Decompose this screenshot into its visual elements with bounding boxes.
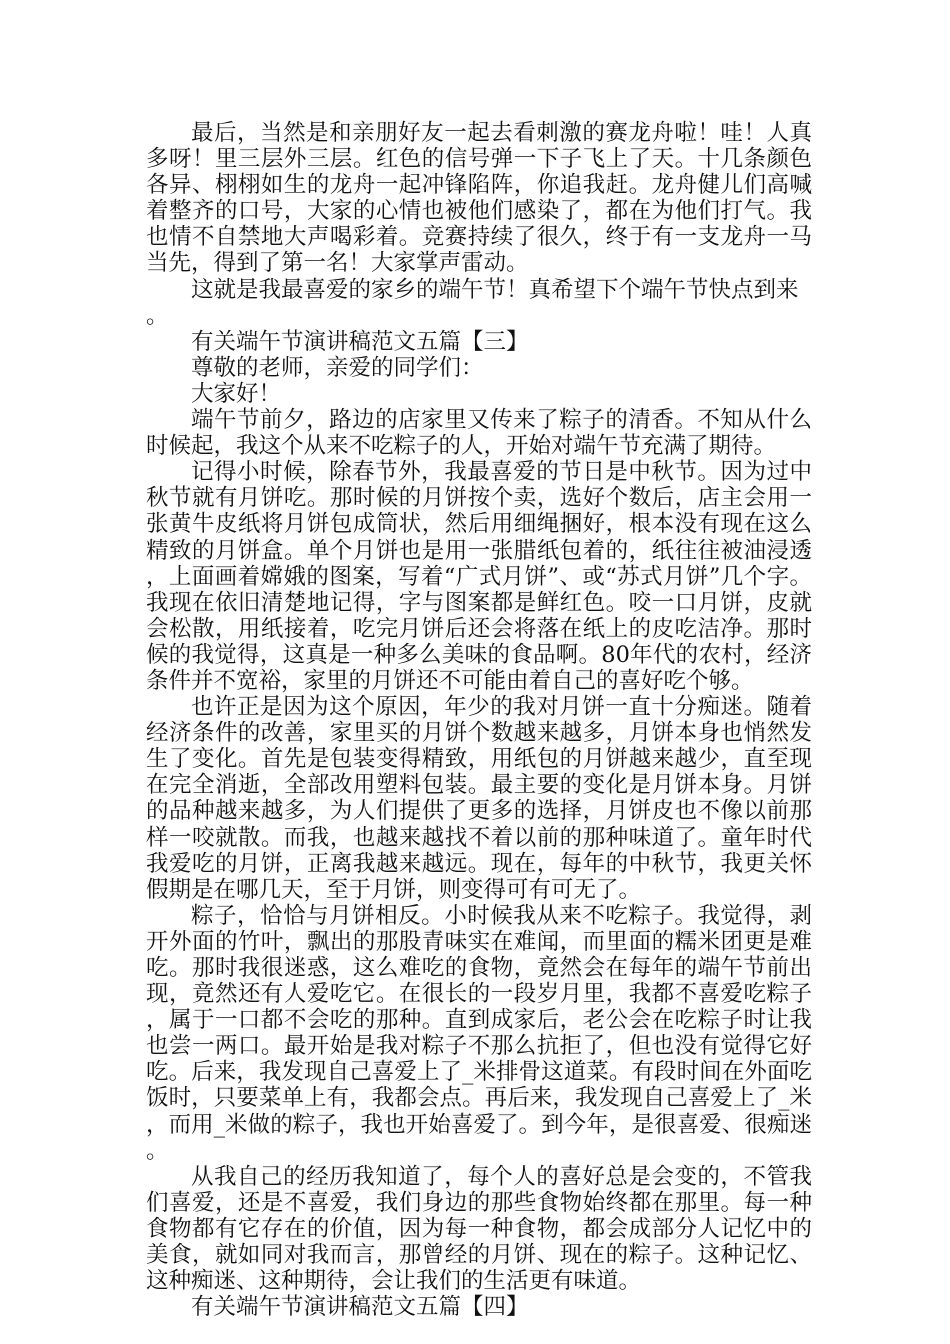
paragraph-mooncake-memory: 记得小时候，除春节外，我最喜爱的节日是中秋节。因为过中秋节就有月饼吃。那时候的月饼按个卖，选好个数后，店主会用一张黄牛皮纸将月饼包成筒状，然后用细绳捆好，根本没有现在这么精致的月饼盒。单个月饼也是用一张腊纸包着的，纸往往被油浸透，上面画着嫦娥的图案，写着“广式月饼”、或“苏式月饼”几个字。我现在依旧清楚地记得，字与图案都是鲜红色。咬一口月饼，皮就会松散，用纸接着，吃完月饼后还会将落在纸上的皮吃洁净。那时候的我觉得，这真是一种多么美味的食品啊。80年代的农村，经济条件并不宽裕，家里的月饼还不可能由着自己的喜好吃个够。 <box>146 459 812 694</box>
paragraph-mooncake-change: 也许正是因为这个原因，年少的我对月饼一直十分痴迷。随着经济条件的改善，家里买的月饼个数越来越多，月饼本身也悄然发生了变化。首先是包装变得精致，用纸包的月饼越来越少，直至现在完全消逝，全部改用塑料包装。最主要的变化是月饼本身。月饼的品种越来越多，为人们提供了更多的选择，月饼皮也不像以前那样一咬就散。而我，也越来越找不着以前的那种味道了。童年时代我爱吃的月饼，正离我越来越远。现在，每年的中秋节，我更关怀假期是在哪几天，至于月饼，则变得可有可无了。 <box>146 694 812 903</box>
section-heading-3: 有关端午节演讲稿范文五篇【三】 <box>191 328 529 355</box>
paragraph-conclusion: 从我自己的经历我知道了，每个人的喜好总是会变的，不管我们喜爱，还是不喜爱，我们身边的那些食物始终都在那里。每一种食物都有它存在的价值，因为每一种食物，都会成部分人记忆中的美食，就如同对我而言，那曾经的月饼、现在的粽子。这种记忆、这种痴迷、这种期待，会让我们的生活更有味道。 <box>146 1163 812 1295</box>
paragraph-zongzi-fragrance: 端午节前夕，路边的店家里又传来了粽子的清香。不知从什么时候起，我这个从来不吃粽子的人，开始对端午节充满了期待。 <box>146 407 812 460</box>
document-body <box>146 120 812 1320</box>
paragraph-zongzi-change: 粽子，恰恰与月饼相反。小时候我从来不吃粽子。我觉得，剥开外面的竹叶，飘出的那股青味实在难闻，而里面的糯米团更是难吃。那时我很迷惑，这么难吃的食物，竟然会在每年的端午节前出现，竟然还有人爱吃它。在很长的一段岁月里，我都不喜爱吃粽子，属于一口都不会吃的那种。直到成家后，老公会在吃粽子时让我也尝一两口。最开始是我对粽子不那么抗拒了，但也没有觉得它好吃。后来，我发现自己喜爱上了_米排骨这道菜。有段时间在外面吃饭时，只要菜单上有，我都会点。再后来，我发现自己喜爱上了_米，而用_米做的粽子，我也开始喜爱了。到今年，是很喜爱、很痴迷。 <box>146 902 812 1164</box>
section-heading-4: 有关端午节演讲稿范文五篇【四】 <box>191 1294 529 1321</box>
greeting: 大家好！ <box>191 380 282 407</box>
paragraph-dragon-boat-race: 最后，当然是和亲朋好友一起去看刺激的赛龙舟啦！哇！人真多呀！里三层外三层。红色的信号弹一下子飞上了天。十几条颜色各异、栩栩如生的龙舟一起冲锋陷阵，你追我赶。龙舟健儿们高喊着整齐的口号，大家的心情也被他们感染了，都在为他们打气。我也情不自禁地大声喝彩着。竞赛持续了很久，终于有一支龙舟一马当先，得到了第一名！大家掌声雷动。 <box>146 120 812 277</box>
paragraph-closing-line: 这就是我最喜爱的家乡的端午节！真希望下个端午节快点到来。 <box>146 276 799 329</box>
salutation: 尊敬的老师，亲爱的同学们： <box>191 354 484 381</box>
